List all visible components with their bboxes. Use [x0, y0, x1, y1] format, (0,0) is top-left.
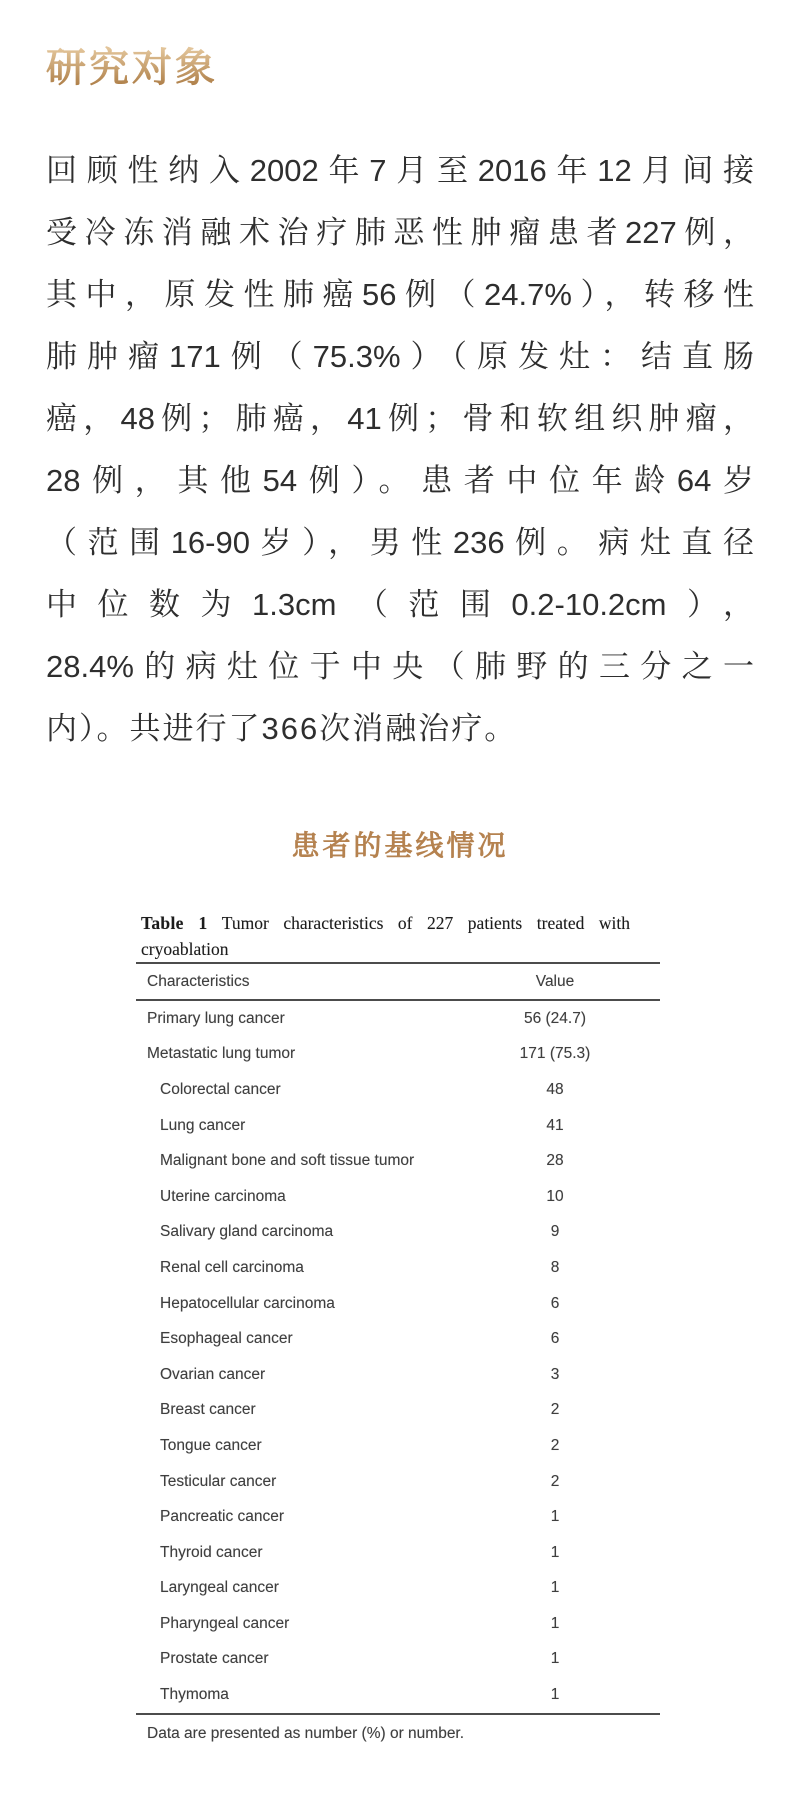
table-row — [136, 1606, 660, 1642]
row-value: 2 — [550, 1401, 560, 1419]
table-row — [136, 1535, 660, 1571]
row-value: 56 (24.7) — [523, 1009, 587, 1027]
row-label: Pharyngeal cancer — [160, 1614, 290, 1632]
intro-line: 内）。共进行了366次消融治疗。 — [46, 711, 518, 746]
table-row — [136, 1143, 660, 1179]
row-label: Salivary gland carcinoma — [160, 1223, 334, 1241]
table-row — [136, 1464, 660, 1500]
intro-line: 中位数为1.3cm（范围0.2-10.2cm）， — [46, 587, 754, 622]
table-row — [136, 1357, 660, 1393]
intro-line: 28例，其他54例）。患者中位年龄64岁 — [46, 463, 754, 498]
row-value: 10 — [546, 1187, 564, 1205]
row-value: 28 — [546, 1152, 564, 1170]
row-label: Ovarian cancer — [160, 1365, 266, 1383]
table-row — [136, 1037, 660, 1073]
row-value: 8 — [550, 1258, 560, 1276]
table-row — [136, 1108, 660, 1144]
row-label: Esophageal cancer — [160, 1330, 293, 1348]
row-label: Pancreatic cancer — [160, 1508, 285, 1526]
intro-line: 癌，48例；肺癌，41例；骨和软组织肿瘤， — [46, 401, 754, 436]
row-value: 1 — [550, 1508, 560, 1526]
row-label: Metastatic lung tumor — [147, 1045, 296, 1063]
table-rule-bottom — [136, 1713, 660, 1715]
intro-line: 回顾性纳入2002年7月至2016年12月间接 — [46, 153, 754, 188]
table-section-title: 患者的基线情况 — [291, 830, 509, 861]
intro-paragraph — [46, 140, 754, 760]
row-value: 2 — [550, 1436, 560, 1454]
row-value: 3 — [550, 1365, 560, 1383]
row-value: 41 — [546, 1116, 564, 1134]
column-header-characteristics: Characteristics — [147, 972, 250, 990]
table-caption-text: Tumor characteristics of 227 patients treated with cryoablation — [141, 913, 631, 959]
row-label: Laryngeal cancer — [160, 1579, 279, 1597]
table-body — [136, 1001, 660, 1713]
table-row — [136, 1428, 660, 1464]
column-header-value: Value — [535, 972, 575, 990]
row-value: 171 (75.3) — [519, 1045, 591, 1063]
table-row — [136, 1215, 660, 1251]
row-label: Breast cancer — [160, 1401, 256, 1419]
row-value: 48 — [546, 1080, 564, 1098]
table-row — [136, 1072, 660, 1108]
intro-line: 肺肿瘤171例（75.3%）（原发灶：结直肠 — [46, 339, 754, 374]
page-title: 研究对象 — [46, 45, 218, 90]
table-caption — [136, 910, 630, 962]
row-value: 6 — [550, 1294, 560, 1312]
row-value: 1 — [550, 1579, 560, 1597]
table-row — [136, 1677, 660, 1713]
row-label: Hepatocellular carcinoma — [160, 1294, 335, 1312]
table-row — [136, 1393, 660, 1429]
row-value: 1 — [550, 1543, 560, 1561]
row-value: 2 — [550, 1472, 560, 1490]
row-label: Malignant bone and soft tissue tumor — [160, 1152, 415, 1170]
table-figure — [136, 910, 660, 1744]
row-value: 6 — [550, 1330, 560, 1348]
row-label: Testicular cancer — [160, 1472, 277, 1490]
intro-line: 28.4%的病灶位于中央（肺野的三分之一 — [46, 649, 754, 684]
intro-line: 其中，原发性肺癌56例（24.7%），转移性 — [46, 277, 754, 312]
intro-line: （范围16-90岁），男性236例。病灶直径 — [46, 525, 754, 560]
table-header-row — [136, 964, 660, 999]
table-footnote: Data are presented as number (%) or number. — [147, 1724, 465, 1742]
table-row — [136, 1286, 660, 1322]
row-label: Prostate cancer — [160, 1650, 269, 1668]
table-row — [136, 1179, 660, 1215]
intro-line: 受冷冻消融术治疗肺恶性肿瘤患者227例， — [46, 215, 754, 250]
table-row — [136, 1321, 660, 1357]
table-row — [136, 1499, 660, 1535]
row-label: Renal cell carcinoma — [160, 1258, 304, 1276]
table-caption-label: Table 1 — [141, 913, 208, 933]
row-label: Lung cancer — [160, 1116, 246, 1134]
row-label: Thymoma — [160, 1686, 229, 1704]
row-label: Tongue cancer — [160, 1436, 262, 1454]
row-value: 1 — [550, 1686, 560, 1704]
row-value: 1 — [550, 1650, 560, 1668]
table-row — [136, 1571, 660, 1607]
row-label: Uterine carcinoma — [160, 1187, 286, 1205]
table-row — [136, 1001, 660, 1037]
row-value: 1 — [550, 1614, 560, 1632]
row-value: 9 — [550, 1223, 560, 1241]
row-label: Thyroid cancer — [160, 1543, 263, 1561]
row-label: Colorectal cancer — [160, 1080, 281, 1098]
row-label: Primary lung cancer — [147, 1009, 285, 1027]
table-row — [136, 1250, 660, 1286]
table-row — [136, 1642, 660, 1678]
